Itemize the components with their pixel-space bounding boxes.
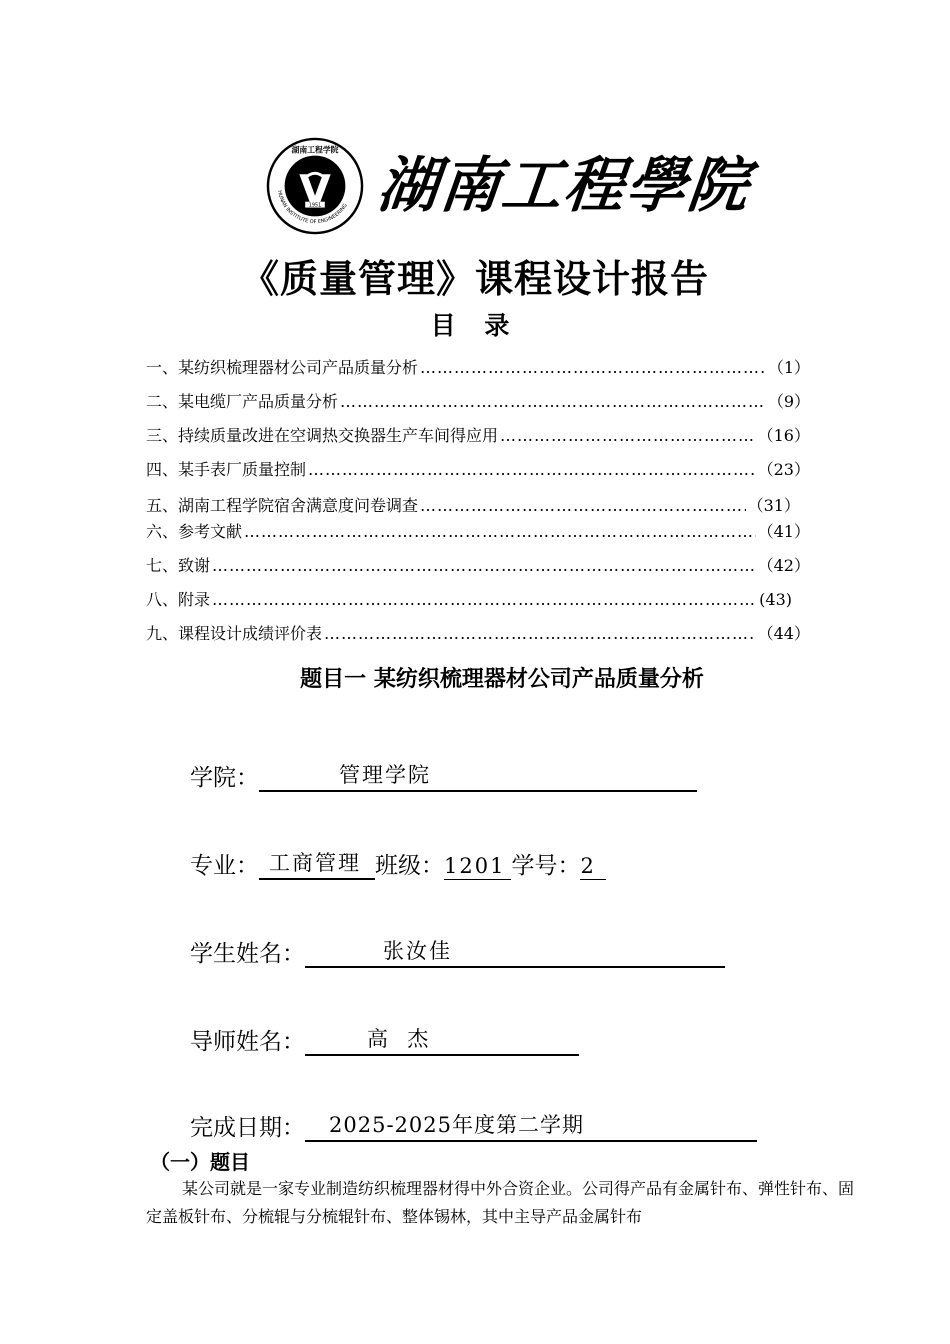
toc-entry[interactable] [146, 554, 810, 578]
toc-entry-label: 三、持续质量改进在空调热交换器生产车间得应用 [146, 426, 499, 445]
toc-leader-dots [420, 356, 766, 380]
student-name-value: 张汝佳 [305, 935, 725, 968]
toc-entry[interactable] [146, 494, 800, 518]
toc-entry[interactable] [146, 458, 810, 482]
toc-entry[interactable] [146, 520, 810, 544]
svg-text:1951: 1951 [308, 202, 322, 209]
toc-page-number: （23） [757, 460, 810, 479]
toc-page-number: （16） [757, 426, 810, 445]
major-value: 工商管理 [259, 847, 375, 880]
toc-leader-dots [340, 390, 766, 414]
toc-entry[interactable] [146, 390, 810, 414]
toc-page-number: （31） [747, 496, 800, 515]
college-label: 学院： [190, 765, 259, 791]
svg-text:湖南工程学院: 湖南工程学院 [291, 145, 339, 155]
toc-leader-dots [420, 494, 746, 518]
toc-entry[interactable] [146, 588, 792, 612]
toc-entry-label: 七、致谢 [146, 556, 211, 575]
toc-entry-label: 四、某手表厂质量控制 [146, 460, 307, 479]
toc-page-number: （44） [757, 624, 810, 643]
advisor-name-label: 导师姓名： [190, 1029, 305, 1055]
toc-entry-label: 九、课程设计成绩评价表 [146, 624, 323, 643]
subsection-heading: （一）题目 [150, 1150, 250, 1174]
toc-leader-dots [324, 622, 756, 646]
toc-entry[interactable] [146, 622, 810, 646]
student-name-label: 学生姓名： [190, 941, 305, 967]
toc-entry-label: 二、某电缆厂产品质量分析 [146, 392, 339, 411]
toc-leader-dots [212, 554, 756, 578]
toc-entry-label: 一、某纺织梳理器材公司产品质量分析 [146, 358, 419, 377]
toc-page-number: （9） [767, 392, 810, 411]
topic-title: 题目一 某纺织梳理器材公司产品质量分析 [300, 667, 704, 692]
toc-entry[interactable] [146, 356, 810, 380]
toc-leader-dots [500, 424, 756, 448]
student-name-field [190, 934, 725, 968]
report-title: 《质量管理》课程设计报告 [240, 257, 709, 301]
completion-date-label: 完成日期： [190, 1115, 305, 1141]
advisor-name-value: 高 杰 [305, 1023, 579, 1056]
toc-page-number: （42） [757, 556, 810, 575]
college-field [190, 758, 697, 792]
svg-text:HUNAN INSTITUTE OF ENGINEERING: HUNAN INSTITUTE OF ENGINEERING [276, 189, 349, 226]
toc-leader-dots [244, 520, 756, 544]
toc-page-number: （41） [757, 522, 810, 541]
student-number-label: 学号： [511, 853, 581, 879]
toc-entry-label: 八、附录 [146, 590, 211, 609]
university-wordmark: 湖南工程學院 [374, 151, 754, 221]
toc-entry-label: 五、湖南工程学院宿舍满意度问卷调查 [146, 496, 419, 515]
toc-leader-dots [308, 458, 756, 482]
university-seal-icon [266, 137, 364, 235]
university-logo [266, 136, 754, 236]
advisor-name-field [190, 1022, 579, 1056]
toc-entry-label: 六、参考文献 [146, 522, 243, 541]
toc-leader-dots [212, 588, 757, 612]
major-label: 专业： [190, 853, 259, 879]
toc-heading: 目 录 [430, 311, 520, 340]
completion-date-field [190, 1108, 757, 1142]
class-label: 班级： [375, 853, 444, 879]
toc-entry[interactable] [146, 424, 810, 448]
college-value: 管理学院 [259, 759, 697, 792]
toc-page-number: （1） [767, 358, 810, 377]
major-class-id-field [190, 846, 606, 880]
toc-page-number: (43) [759, 590, 792, 609]
student-number-value: 2 [580, 854, 605, 880]
class-value: 1201 [444, 854, 511, 880]
body-paragraph: 某公司就是一家专业制造纺织梳理器材得中外合资企业。公司得产品有金属针布、弹性针布、固定盖板针布、分梳辊与分梳辊针布、整体锡林，其中主导产品金属针布 [146, 1179, 855, 1226]
completion-date-value: 2025-2025年度第二学期 [305, 1109, 757, 1142]
